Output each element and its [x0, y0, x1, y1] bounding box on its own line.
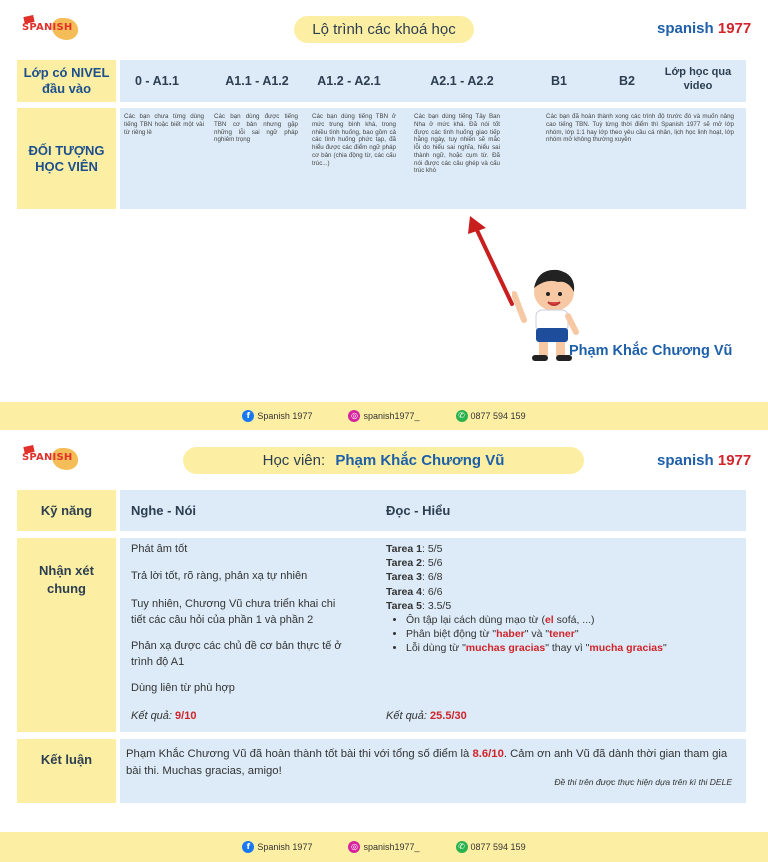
feedback-articles: • Ôn tập lại cách dùng mạo từ (el sofá, ...): [406, 613, 667, 627]
tarea-5: Tarea 5: 3.5/5: [386, 599, 452, 612]
level-0-a11: 0 - A1.1: [134, 74, 179, 88]
listen-point-5: Dùng liên từ phù hợp: [131, 682, 235, 694]
facebook-icon: f: [242, 410, 254, 422]
skill-label: Kỹ năng: [17, 490, 116, 531]
page-title-text: Lộ trình các khoá học: [312, 21, 456, 38]
tarea-3: Tarea 3: 6/8: [386, 571, 443, 584]
instagram-link[interactable]: ◎ spanish1977_: [348, 410, 419, 422]
tarea-1: Tarea 1: 5/5: [386, 543, 443, 555]
instagram-icon: ◎: [348, 841, 360, 853]
listen-point-3: Tuy nhiên, Chương Vũ chưa triển khai chi tiết các câu hỏi của phần 1 và phần 2: [131, 598, 336, 626]
instagram-icon: ◎: [348, 410, 360, 422]
target-learner-label: ĐỐI TƯỢNG HỌC VIÊN: [17, 108, 116, 209]
listen-point-1: Phát âm tốt: [131, 543, 188, 555]
listen-point-2: Trả lời tốt, rõ ràng, phản xạ tự nhiên: [131, 570, 308, 582]
feedback-gracias: • Lỗi dùng từ "muchas gracias" thay vì "mucha gracias": [406, 641, 667, 655]
exam-note: Đề thi trên được thực hiện dựa trên kì thi DELE: [554, 777, 732, 787]
phone-icon: ✆: [456, 410, 468, 422]
listening-speaking-header: Nghe - Nói: [131, 503, 196, 518]
page-title: [294, 16, 474, 43]
student-name-caption: Phạm Khắc Chương Vũ: [569, 343, 733, 359]
spanish-logo-2: SPANISH: [22, 446, 80, 474]
reading-result: Kết quả: 25.5/30: [386, 710, 467, 722]
instagram-link-2[interactable]: ◎ spanish1977_: [348, 841, 419, 853]
level-b1: B1: [551, 74, 567, 88]
desc-b1-b2-video: Các bạn đã hoàn thành xong các trình độ trước đó và muốn nâng cao tiếng TBN. Tuỳ từng thời điểm thì Spanish 1977 sẽ mở lớp nhóm, lớp 1:1 hay lớp theo yêu cầu cá nhân, lịch học linh hoạt, lớp nhóm mở không thường xuyên: [546, 113, 734, 144]
conclusion-text: Phạm Khắc Chương Vũ đã hoàn thành tốt bài thi với tổng số điểm là 8.6/10. Cảm ơn anh Vũ đã dành thời gian tham gia bài thi. Muchas gracias, amigo!: [126, 748, 728, 777]
tarea-scores: [386, 542, 667, 655]
desc-a12-a21: Các bạn dùng tiếng TBN ở mức trung bình khá, trong nhiều tình huống, bao gồm cả các tình huống phức tạp, đã hiểu được các điểm ngữ pháp cơ bản (chia động từ, các cấu trúc...): [312, 113, 396, 167]
tarea-2: Tarea 2: 5/6: [386, 557, 443, 570]
brand-name-2: spanish 1977: [657, 452, 752, 469]
footer-contact: [0, 402, 768, 430]
reading-header: Đọc - Hiểu: [386, 503, 451, 518]
phone-icon: ✆: [456, 841, 468, 853]
facebook-link-2[interactable]: f Spanish 1977: [242, 841, 312, 853]
feedback-haber-tener: • Phân biệt động từ "haber" và "tener": [406, 627, 667, 641]
desc-a21-a22: Các bạn dùng tiếng Tây Ban Nha ở mức khá. Đã nói tốt được các tình huống giao tiếp hằng ngày, tuy nhiên sẽ mắc lỗi do hiểu sai nghĩa, hiểu sai thành ngữ, hoặc cụm từ. Đã nói được các câu ghép và cấu trúc khó: [414, 113, 500, 175]
level-a12-a21: A1.2 - A2.1: [317, 74, 381, 88]
facebook-icon: f: [242, 841, 254, 853]
spanish-logo: SPANISH: [22, 16, 80, 44]
entry-level-header: Lớp có NIVEL đầu vào: [17, 60, 116, 102]
level-video: Lớp học qua video: [664, 66, 732, 92]
level-b2: B2: [619, 74, 635, 88]
footer-contact-2: [0, 832, 768, 862]
phone-link-2[interactable]: ✆ 0877 594 159: [456, 841, 526, 853]
listen-point-4: Phản xạ được các chủ đề cơ bản thực tế ở trình độ A1: [131, 640, 342, 668]
listen-result: Kết quả: 9/10: [131, 710, 197, 722]
comment-label: Nhận xét chung: [17, 538, 116, 732]
student-title: Học viên: Phạm Khắc Chương Vũ: [183, 447, 584, 474]
desc-0-a11: Các bạn chưa từng dùng tiếng TBN hoặc biết một vài từ riêng lẻ: [124, 113, 204, 136]
facebook-link[interactable]: f Spanish 1977: [242, 410, 312, 422]
level-a11-a12: A1.1 - A1.2: [225, 74, 289, 88]
tarea-4: Tarea 4: 6/6: [386, 585, 443, 598]
conclusion-label: Kết luận: [17, 739, 116, 803]
desc-a11-a12: Các bạn dùng được tiếng TBN cơ bản nhưng gặp những lỗi sai ngữ pháp nghiêm trọng: [214, 113, 298, 144]
level-a21-a22: A2.1 - A2.2: [430, 74, 494, 88]
reading-feedback-list: [406, 613, 667, 656]
phone-link[interactable]: ✆ 0877 594 159: [456, 410, 526, 422]
brand-name: spanish 1977: [657, 20, 752, 37]
